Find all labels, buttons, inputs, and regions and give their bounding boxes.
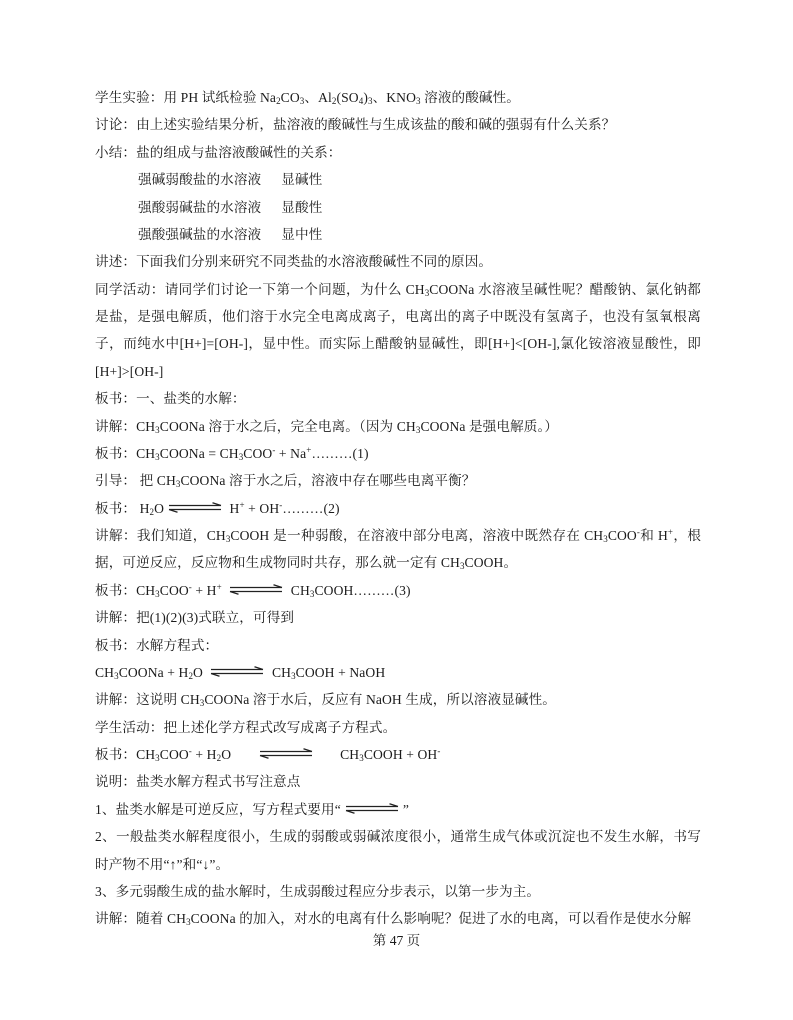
text-line: 学生活动：把上述化学方程式改写成离子方程式。 [95, 719, 397, 735]
text-line: 强酸弱碱盐的水溶液 显酸性 [138, 199, 323, 215]
equilibrium-arrow-icon [167, 502, 223, 514]
chem-superscript: + [239, 499, 245, 510]
chem-subscript: 3 [114, 670, 119, 681]
text-line: 讲解：这说明 $CH_3COONa$ 溶于水后，反应有 NaOH 生成，所以溶液显碱性。 [95, 692, 556, 709]
chem-subscript: 4 [358, 96, 364, 106]
lesson-text [95, 84, 701, 933]
text-line: 板书：$CH_3COO^- + H^+$ $CH_3COOH\dots\dots\dots(3)$ [95, 581, 411, 599]
chem-subscript: 2 [216, 753, 222, 763]
text-line: 2、一般盐类水解程度很小，生成的弱酸或弱碱浓度很小，通常生成气体或沉淀也不发生水解，书写 [95, 829, 701, 845]
chem-subscript: 2 [149, 506, 155, 517]
text-line: 强碱弱酸盐的水溶液 显碱性 [138, 172, 323, 188]
chem-subscript: 3 [603, 534, 608, 544]
chem-subscript: 2 [331, 96, 337, 106]
text-line: 1、盐类水解是可逆反应，写方程式要用“ ” [95, 801, 409, 817]
chem-subscript: 3 [416, 96, 421, 106]
text-line: 同学活动：请同学们讨论一下第一个问题，为什么 $CH_3COONa$ 水溶液呈碱性呢？醋酸钠、氯化钠都 [95, 281, 702, 298]
page-number: 第 47 页 [372, 933, 421, 948]
equilibrium-arrow-icon [258, 748, 314, 760]
text-line: 讲解：$CH_3COONa$ 溶于水之后，完全电离。（因为 $CH_3COONa$ 是强电解质。） [95, 418, 559, 435]
chem-subscript: 3 [291, 670, 296, 681]
chem-superscript: - [279, 499, 283, 510]
chem-subscript: 3 [299, 96, 305, 106]
text-line: 说明：盐类水解方程式书写注意点 [95, 774, 301, 790]
text-line: 讲解：把(1)(2)(3)式联立，可得到 [95, 610, 295, 626]
chem-superscript: + [306, 444, 312, 455]
chem-superscript: - [636, 527, 640, 537]
equilibrium-arrow-icon [344, 803, 400, 815]
chem-superscript: + [667, 527, 674, 537]
text-line: 是盐，是强电解质，他们溶于水完全电离成离子，电离出的离子中既没有氢离子，也没有氢氧根离 [95, 309, 701, 324]
equilibrium-arrow-icon [258, 748, 314, 760]
chem-subscript: 3 [238, 451, 244, 462]
equilibrium-arrow-icon [167, 502, 223, 514]
chem-superscript: - [188, 581, 192, 592]
chem-subscript: 3 [155, 451, 160, 462]
chem-subscript: 3 [199, 698, 205, 709]
text-line: 板书： $H_2O$ H+ + OH-………(2) [95, 499, 340, 517]
text-line: 讲解：我们知道，$CH_3COOH$ 是一种弱酸，在溶液中部分电离，溶液中既然存在 $CH_3COO^-$和 H+，根 [95, 527, 702, 544]
chem-subscript: 3 [225, 534, 231, 544]
chem-subscript: 2 [188, 670, 194, 681]
text-line: 时产物不用“↑”和“↓”。 [95, 856, 230, 872]
chem-subscript: 3 [309, 588, 315, 599]
chem-subscript: 3 [155, 424, 160, 435]
text-line: 板书：$CH_3COO^- + H_2O$ $CH_3COOH + OH^-$ [95, 746, 441, 763]
equilibrium-arrow-icon [344, 803, 400, 815]
chem-subscript: 2 [276, 96, 281, 106]
text-line: 板书：$CH_3COONa = CH_3COO^-$ + Na+………(1) [95, 444, 369, 462]
chem-subscript: 3 [424, 287, 430, 298]
chem-subscript: 3 [415, 424, 421, 435]
text-line: 板书：水解方程式： [95, 637, 219, 653]
text-line: 板书：一、盐类的水解： [95, 391, 246, 407]
text-line: 子，而纯水中[H+]=[OH-]，显中性。而实际上醋酸钠显碱性，即[H+]<[OH-],氯化铵溶液显酸性，即 [95, 336, 701, 352]
text-line: 引导： 把 $CH_3COONa$ 溶于水之后，溶液中存在哪些电离平衡？ [95, 473, 476, 490]
chem-superscript: - [437, 746, 441, 756]
chem-superscript: - [272, 444, 276, 455]
text-line: 3、多元弱酸生成的盐水解时，生成弱酸过程应分步表示，以第一步为主。 [95, 883, 541, 899]
text-line: 小结：盐的组成与盐溶液酸碱性的关系： [95, 144, 342, 160]
chem-subscript: 3 [359, 753, 364, 763]
text-line: $CH_3COONa + H_2O$ $CH_3COOH$ + NaOH [95, 664, 386, 681]
text-line: 讨论：由上述实验结果分析，盐溶液的酸碱性与生成该盐的酸和碱的强弱有什么关系？ [95, 117, 616, 133]
chem-subscript: 3 [186, 917, 191, 928]
equilibrium-arrow-icon [228, 584, 284, 596]
text-line: [H+]>[OH-] [95, 363, 164, 379]
chem-subscript: 3 [175, 479, 181, 490]
chem-superscript: + [216, 581, 222, 592]
text-line: 讲述：下面我们分别来研究不同类盐的水溶液酸碱性不同的原因。 [95, 254, 493, 270]
text-line: 强酸强碱盐的水溶液 显中性 [138, 226, 323, 242]
chem-subscript: 3 [367, 96, 373, 106]
text-line: 讲解：随着 $CH_3COONa$ 的加入，对水的电离有什么影响呢？促进了水的电离，可以看作是使水分解 [95, 911, 692, 928]
equilibrium-arrow-icon [209, 666, 265, 678]
chem-subscript: 3 [459, 561, 465, 572]
text-line: 据，可逆反应，反应物和生成物同时共存，那么就一定有 $CH_3COOH$。 [95, 555, 518, 572]
equilibrium-arrow-icon [228, 584, 284, 596]
text-line: 学生实验：用 PH 试纸检验 $Na_2CO_3$、$Al_2(SO_4)_3$、$KNO_3$ 溶液的酸碱性。 [95, 90, 520, 106]
chem-subscript: 3 [155, 753, 160, 763]
chem-subscript: 3 [155, 588, 160, 599]
chem-superscript: - [188, 746, 192, 756]
equilibrium-arrow-icon [209, 666, 265, 678]
